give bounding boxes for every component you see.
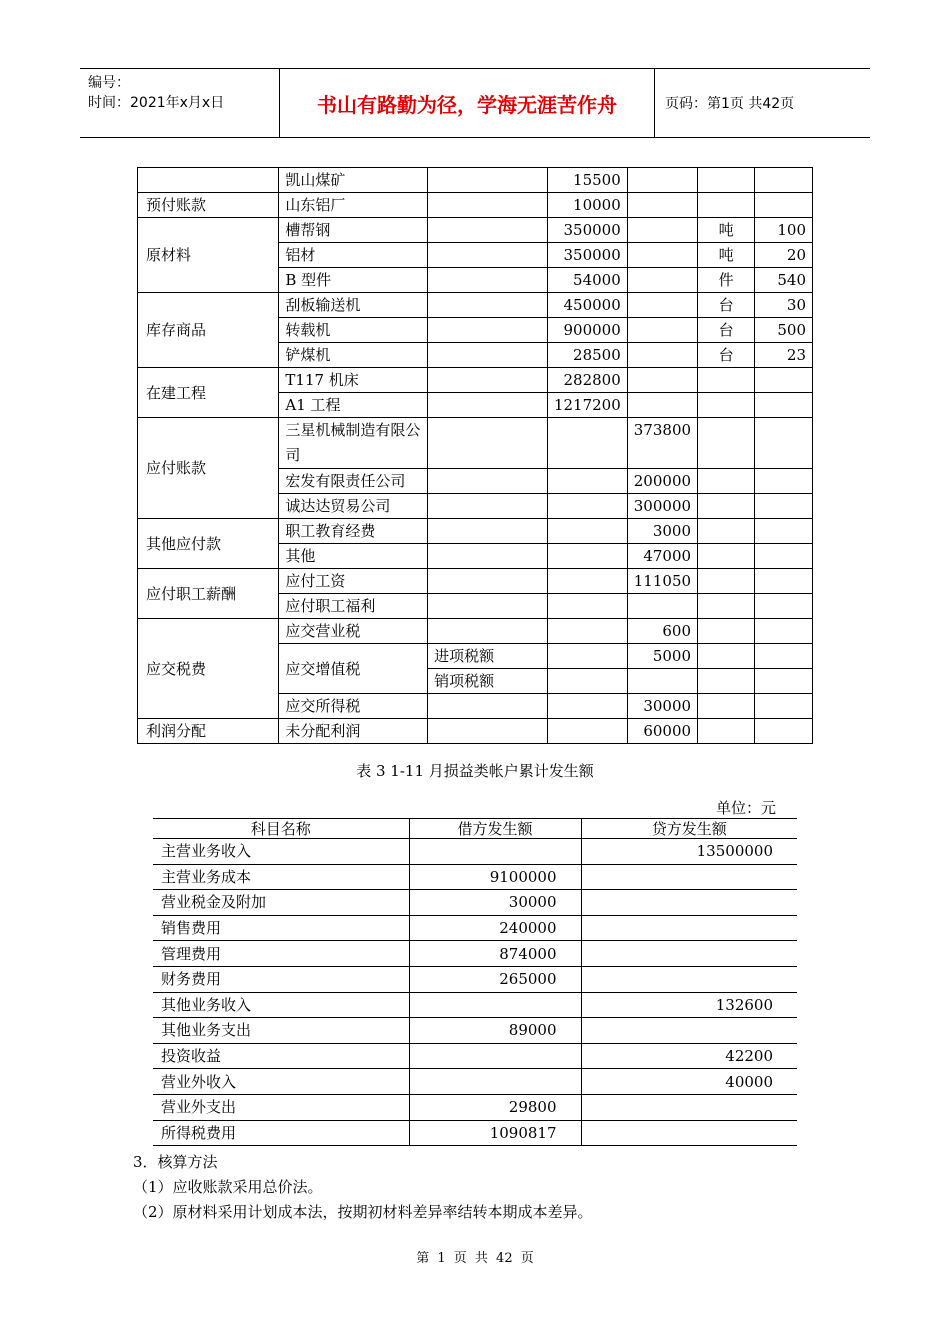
credit-cell [581, 941, 797, 967]
section-item: （2）原材料采用计划成本法，按期初材料差异率结转本期成本差异。 [133, 1203, 593, 1221]
account-name: 应付账款 [138, 418, 279, 519]
table-row [153, 1094, 797, 1120]
table-row [153, 839, 797, 865]
debit-cell [409, 992, 581, 1018]
table-row [138, 719, 813, 744]
doc-number-label: 编号： [88, 75, 130, 91]
account-name: 投资收益 [153, 1043, 409, 1069]
credit-cell: 5000 [627, 644, 697, 669]
account-name: 营业外收入 [153, 1069, 409, 1095]
account-name: 其他应付款 [138, 519, 279, 569]
credit-cell [581, 864, 797, 890]
debit-cell: 874000 [409, 941, 581, 967]
sub-account: 未分配利润 [279, 719, 428, 744]
sub-account: 转载机 [279, 318, 428, 343]
credit-cell: 13500000 [581, 839, 797, 865]
table-row [153, 864, 797, 890]
table-row [153, 1018, 797, 1044]
debit-cell: 900000 [547, 318, 627, 343]
account-name: 营业外支出 [153, 1094, 409, 1120]
credit-cell: 300000 [627, 494, 697, 519]
table-row [138, 218, 813, 243]
sub-account: 槽帮钢 [279, 218, 428, 243]
credit-cell [581, 890, 797, 916]
debit-cell: 10000 [547, 193, 627, 218]
qty-cell: 23 [755, 343, 813, 368]
qty-cell: 100 [755, 218, 813, 243]
table-row [138, 293, 813, 318]
sub-account: 应交增值税 [279, 644, 428, 694]
column-header: 贷方发生额 [581, 819, 797, 839]
account-name: 所得税费用 [153, 1120, 409, 1146]
unit-cell: 吨 [698, 218, 755, 243]
credit-cell [581, 1018, 797, 1044]
qty-cell: 30 [755, 293, 813, 318]
table-row [138, 368, 813, 393]
debit-cell: 350000 [547, 243, 627, 268]
account-name: 财务费用 [153, 966, 409, 992]
account-name: 其他业务支出 [153, 1018, 409, 1044]
credit-cell: 30000 [627, 694, 697, 719]
sub-account: 宏发有限责任公司 [279, 469, 428, 494]
debit-cell: 15500 [547, 168, 627, 193]
debit-cell: 1090817 [409, 1120, 581, 1146]
debit-cell [409, 839, 581, 865]
page-footer: 第 1 页 共 42 页 [416, 1251, 534, 1266]
credit-cell: 47000 [627, 544, 697, 569]
account-name: 其他业务收入 [153, 992, 409, 1018]
sub-account: 诚达达贸易公司 [279, 494, 428, 519]
credit-cell: 600 [627, 619, 697, 644]
table-row [153, 1043, 797, 1069]
table-row [138, 619, 813, 644]
qty-cell: 500 [755, 318, 813, 343]
debit-cell: 54000 [547, 268, 627, 293]
credit-cell [581, 1120, 797, 1146]
qty-cell: 20 [755, 243, 813, 268]
credit-cell: 60000 [627, 719, 697, 744]
account-name: 营业税金及附加 [153, 890, 409, 916]
sub-account: 应付职工福利 [279, 594, 428, 619]
debit-cell: 29800 [409, 1094, 581, 1120]
debit-cell [409, 1043, 581, 1069]
sub-account: 刮板输送机 [279, 293, 428, 318]
account-name: 预付账款 [138, 193, 279, 218]
table-row [153, 1120, 797, 1146]
debit-cell: 30000 [409, 890, 581, 916]
unit-cell: 台 [698, 318, 755, 343]
debit-cell: 28500 [547, 343, 627, 368]
account-name: 原材料 [138, 218, 279, 293]
table-row [138, 418, 813, 469]
sub-account: B 型件 [279, 268, 428, 293]
credit-cell: 132600 [581, 992, 797, 1018]
unit-cell: 件 [698, 268, 755, 293]
table-row [138, 519, 813, 544]
account-name: 销售费用 [153, 915, 409, 941]
table-row [138, 193, 813, 218]
sub-account: 应交所得税 [279, 694, 428, 719]
credit-cell: 42200 [581, 1043, 797, 1069]
credit-cell: 373800 [627, 418, 697, 469]
account-name: 主营业务成本 [153, 864, 409, 890]
section-heading: 3．核算方法 [133, 1153, 218, 1171]
unit-cell: 台 [698, 343, 755, 368]
balance-table [137, 167, 813, 744]
column-header: 科目名称 [153, 819, 409, 839]
debit-cell: 350000 [547, 218, 627, 243]
header-page-info: 页码：第1页 共42页 [665, 96, 795, 112]
sub-account: 其他 [279, 544, 428, 569]
table-header-row [153, 819, 797, 839]
sub-account: 铝材 [279, 243, 428, 268]
debit-cell: 9100000 [409, 864, 581, 890]
table-row [153, 941, 797, 967]
debit-cell: 1217200 [547, 393, 627, 418]
sub-account: T117 机床 [279, 368, 428, 393]
credit-cell [581, 915, 797, 941]
credit-cell: 111050 [627, 569, 697, 594]
debit-cell: 89000 [409, 1018, 581, 1044]
account-name: 在建工程 [138, 368, 279, 418]
sub-account-detail: 销项税额 [428, 669, 548, 694]
account-name: 利润分配 [138, 719, 279, 744]
table-row [153, 992, 797, 1018]
section-item: （1）应收账款采用总价法。 [133, 1178, 323, 1196]
account-name: 主营业务收入 [153, 839, 409, 865]
account-name: 管理费用 [153, 941, 409, 967]
column-header: 借方发生额 [409, 819, 581, 839]
debit-cell [409, 1069, 581, 1095]
table-row [138, 569, 813, 594]
sub-account: 铲煤机 [279, 343, 428, 368]
unit-label: 单位：元 [716, 799, 777, 817]
table-row [153, 1069, 797, 1095]
header-meta [80, 69, 280, 137]
debit-cell: 282800 [547, 368, 627, 393]
sub-account: 三星机械制造有限公司 [279, 418, 428, 469]
sub-account: 山东铝厂 [279, 193, 428, 218]
credit-cell [581, 1094, 797, 1120]
page-header [80, 68, 870, 138]
sub-account: 应付工资 [279, 569, 428, 594]
income-table [153, 818, 797, 1146]
sub-account: 凯山煤矿 [279, 168, 428, 193]
account-name: 库存商品 [138, 293, 279, 368]
table-row [153, 966, 797, 992]
sub-account: 应交营业税 [279, 619, 428, 644]
table-row [138, 168, 813, 193]
qty-cell: 540 [755, 268, 813, 293]
debit-cell: 240000 [409, 915, 581, 941]
credit-cell [581, 966, 797, 992]
credit-cell: 200000 [627, 469, 697, 494]
table3-caption: 表 3 1-11 月损益类帐户累计发生额 [356, 762, 594, 780]
header-motto: 书山有路勤为径，学海无涯苦作舟 [280, 69, 655, 137]
account-name: 应付职工薪酬 [138, 569, 279, 619]
credit-cell: 40000 [581, 1069, 797, 1095]
table-row [153, 915, 797, 941]
debit-cell: 265000 [409, 966, 581, 992]
doc-time-label: 时间：2021年x月x日 [88, 95, 225, 111]
unit-cell: 吨 [698, 243, 755, 268]
credit-cell: 3000 [627, 519, 697, 544]
unit-cell: 台 [698, 293, 755, 318]
sub-account: 职工教育经费 [279, 519, 428, 544]
sub-account: A1 工程 [279, 393, 428, 418]
account-name: 应交税费 [138, 619, 279, 719]
table-row [153, 890, 797, 916]
sub-account-detail: 进项税额 [428, 644, 548, 669]
debit-cell: 450000 [547, 293, 627, 318]
